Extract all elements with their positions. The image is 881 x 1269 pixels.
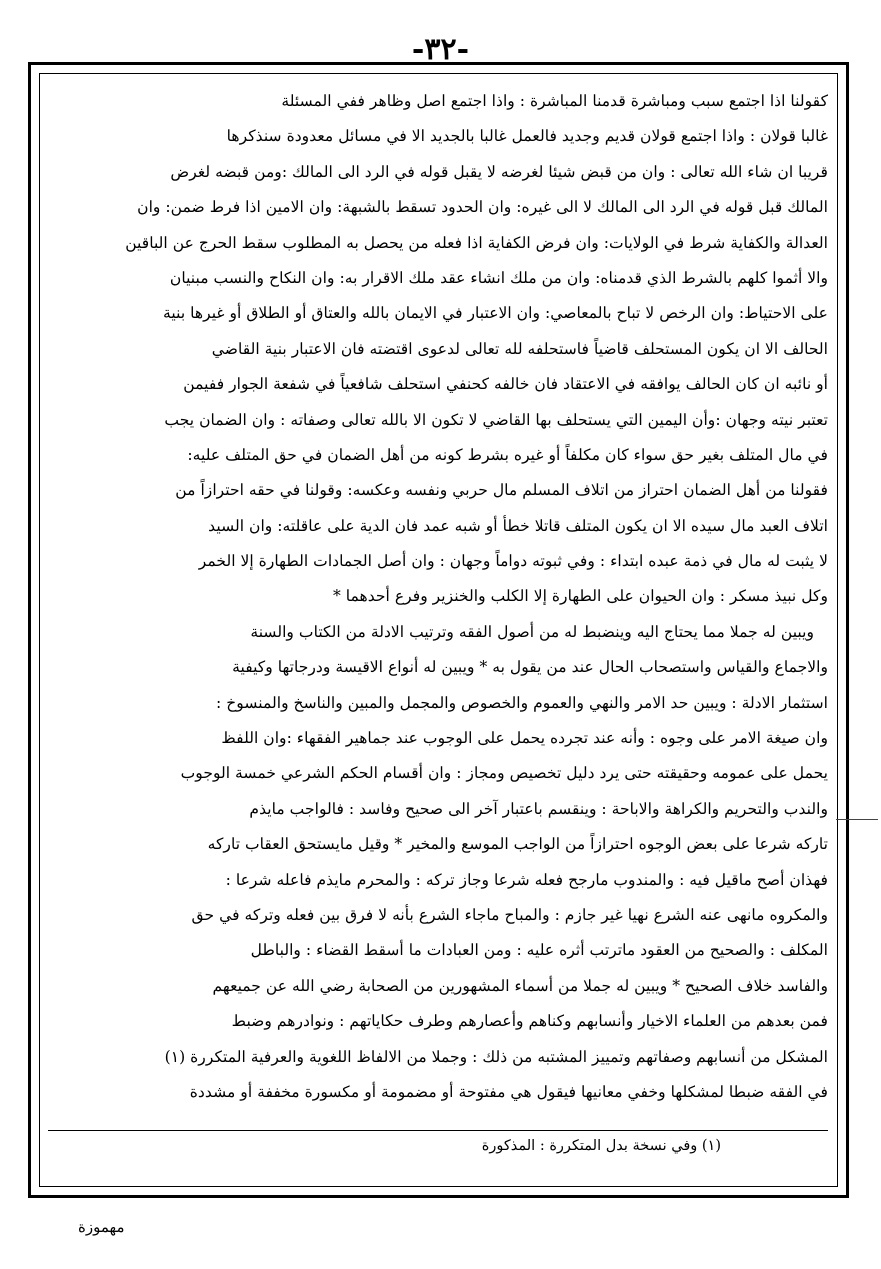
catchword: مهموزة <box>78 1218 125 1236</box>
footnote-divider <box>48 1130 828 1131</box>
text-line: غالبا قولان : واذا اجتمع قولان قديم وجديد فالعمل غالبا بالجديد الا في مسائل معدودة سنذكرها <box>226 127 828 146</box>
text-line: المشكل من أنسابهم وصفاتهم وتمييز المشتبه من ذلك : وجملا من الالفاظ اللغوية والعرفية المتكررة (١) <box>164 1047 828 1066</box>
footnote: (١) وفي نسخة بدل المتكررة : المذكورة <box>481 1138 721 1154</box>
text-line: وكل نبيذ مسكر : وان الحيوان على الطهارة إلا الكلب والخنزير وفرع أحدهما * <box>332 587 828 606</box>
main-text <box>48 84 828 1124</box>
text-line: تاركه شرعا على بعض الوجوه احترازاً من الواجب الموسع والمخير * وقيل مايستحق العقاب تاركه <box>207 835 828 854</box>
text-line: يحمل على عمومه وحقيقته حتى يرد دليل تخصيص ومجاز : وان أقسام الحكم الشرعي خمسة الوجوب <box>180 764 828 783</box>
text-line: أو نائبه ان كان الحالف يوافقه في الاعتقاد فان خالفه كحنفي استحلف شافعياً في شفعة الجوار ففيمن <box>183 375 828 394</box>
text-line: والندب والتحريم والكراهة والاباحة : وينقسم باعتبار آخر الى صحيح وفاسد : فالواجب مايذم <box>249 799 828 818</box>
text-line: لا يثبت له مال في ذمة عبده ابتداء : وفي ثبوته دواماً وجهان : وان أصل الجمادات الطهارة إلا الخمر <box>198 552 828 571</box>
text-line: المالك قبل قوله في الرد الى المالك لا الى غيره: وان الحدود تسقط بالشبهة: وان الامين اذا فرط ضمن: وان <box>137 198 828 217</box>
text-line: العدالة والكفاية شرط في الولايات: وان فرض الكفاية اذا فعله من يحصل به المطلوب سقط الحرج عن الباقين <box>125 233 828 252</box>
text-line: استثمار الادلة : ويبين حد الامر والنهي والعموم والخصوص والمجمل والمبين والناسخ والمنسوخ : <box>216 693 828 712</box>
text-line: والمكروه مانهى عنه الشرع نهيا غير جازم : والمباح ماجاء الشرع بأنه لا فرق بين فعله وتركه في حق <box>191 905 828 924</box>
text-line: الحالف الا ان يكون المستحلف قاضياً فاستحلفه لله تعالى لدعوى اقتضته فان الاعتبار بنية القاضي <box>211 339 828 358</box>
text-line: المكلف : والصحيح من العقود ماترتب أثره عليه : ومن العبادات ما أسقط القضاء : والباطل <box>250 941 828 960</box>
text-line: في الفقه ضبطا لمشكلها وخفي معانيها فيقول هي مفتوحة أو مضمومة أو مكسورة مخففة أو مشددة <box>189 1082 828 1101</box>
paragraph-start-line: ويبين له جملا مما يحتاج اليه وينضبط له من أصول الفقه وترتيب الادلة من الكتاب والسنة <box>250 622 814 641</box>
page-number: -٣٢- <box>411 32 470 67</box>
text-line: فمن بعدهم من العلماء الاخيار وأنسابهم وكناهم وأعصارهم وطرف حكاياتهم : ونوادرهم وضبط <box>231 1012 828 1031</box>
text-line: فقولنا من أهل الضمان احتراز من اتلاف المسلم مال حربي ونفسه وعكسه: وقولنا في حقه احترازاً من <box>175 481 828 500</box>
text-line: اتلاف العبد مال سيده الا ان يكون المتلف قاتلا خطأ أو شبه عمد فان الدية على عاقلته: وان السيد <box>208 516 828 535</box>
text-line: والا أثموا كلهم بالشرط الذي قدمناه: وان من ملك انشاء عقد ملك الاقرار به: وان النكاح والنسب مبنيان <box>169 268 828 287</box>
text-line: في مال المتلف بغير حق سواء كان مكلفاً أو غيره بشرط كونه من أهل الضمان في حق المتلف عليه: <box>187 445 828 464</box>
text-line: على الاحتياط: وان الرخص لا تباح بالمعاصي: وان الاعتبار في الايمان بالله والعتاق أو الطلاق أو غيرها بنية <box>163 304 828 323</box>
text-line: تعتبر نيته وجهان :وأن اليمين التي يستحلف بها القاضي لا تكون الا بالله تعالى وصفاته : وان الضمان يجب <box>164 410 828 429</box>
text-line: والفاسد خلاف الصحيح * ويبين له جملا من أسماء المشهورين من الصحابة رضي الله عن جميعهم <box>212 976 828 995</box>
text-line: كقولنا اذا اجتمع سبب ومباشرة قدمنا المباشرة : واذا اجتمع اصل وظاهر ففي المسئلة <box>281 92 828 110</box>
margin-mark <box>836 819 878 820</box>
text-line: قريبا ان شاء الله تعالى : وان من قبض شيئا لغرضه لا يقبل قوله في الرد الى المالك :ومن قبضه لغرض <box>170 162 828 181</box>
text-line: وان صيغة الامر على وجوه : وأنه عند تجرده يحمل على الوجوب عند جماهير الفقهاء :وان اللفظ <box>221 729 828 748</box>
text-line: والاجماع والقياس واستصحاب الحال عند من يقول به * ويبين له أنواع الاقيسة ودرجاتها وكيفية <box>232 658 828 677</box>
text-line: فهذان أصح ماقيل فيه : والمندوب مارجح فعله شرعا وجاز تركه : والمحرم مايذم فاعله شرعا : <box>225 870 828 889</box>
